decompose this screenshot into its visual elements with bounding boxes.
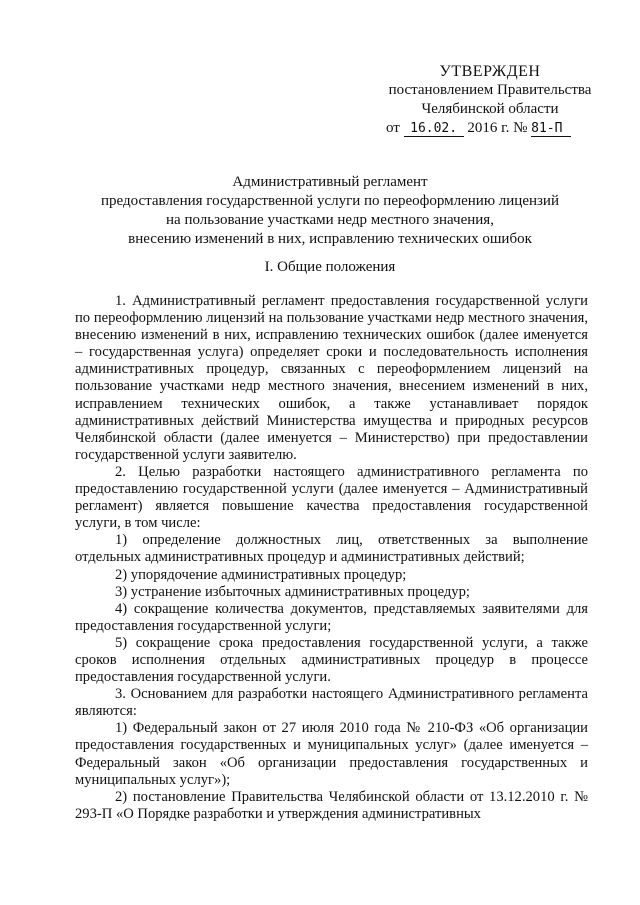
- number-sign: №: [513, 120, 528, 136]
- approval-date-line: [380, 119, 600, 138]
- handwritten-number: 81-П: [531, 122, 571, 137]
- title-line-4: внесению изменений в них, исправлению технических ошибок: [128, 231, 532, 247]
- paragraph: 1. Административный регламент предоставления государственной услуги по переоформлению лицензий на пользование участками недр местного значения, внесению изменений в них, исправлению технических ошибок (далее именуется – государственная услуга) определяет сроки и последовательность исполнения административных процедур, связанных с переоформлением лицензий на пользование участками недр местного значения, внесением изменений в них, исправлением технических ошибок, а также устанавливает порядок административных действий Министерства имущества и природных ресурсов Челябинской области (далее именуется – Министерство) при предоставлении государственной услуги заявителю.: [75, 293, 588, 463]
- title-line-3: на пользование участками недр местного значения,: [166, 212, 494, 228]
- handwritten-date: 16.02.: [404, 122, 464, 137]
- title-line-1: Административный регламент: [232, 174, 428, 190]
- paragraph: 1) определение должностных лиц, ответственных за выполнение отдельных административных процедур и административных действий;: [75, 532, 588, 566]
- paragraph: 2. Целью разработки настоящего административного регламента по предоставлению государственной услуги (далее именуется – Административный регламент) является повышение качества предоставления государственной услуги, в том числе:: [75, 463, 588, 532]
- year-text: 2016 г.: [467, 120, 510, 136]
- paragraph: 2) упорядочение административных процедур;: [115, 566, 407, 583]
- paragraph: 4) сокращение количества документов, представляемых заявителями для предоставления государственной услуги;: [75, 600, 588, 634]
- approval-title: УТВЕРЖДЕН: [439, 63, 541, 80]
- paragraph: 1) Федеральный закон от 27 июля 2010 года № 210-ФЗ «Об организации предоставления государственных и муниципальных услуг» (далее именуется – Федеральный закон «Об организации предоставления государственных и муниципальных услуг»);: [75, 720, 588, 788]
- document-title: [70, 173, 590, 249]
- approval-line-1: постановлением Правительства: [388, 82, 592, 98]
- paragraph: 3) устранение избыточных административных процедур;: [115, 583, 470, 600]
- section-heading: I. Общие положения: [264, 259, 396, 275]
- approval-line-2: Челябинской области: [421, 101, 559, 117]
- paragraph: 3. Основанием для разработки настоящего Административного регламента являются:: [75, 686, 588, 720]
- paragraph: 2) постановление Правительства Челябинской области от 13.12.2010 г. № 293-П «О Порядке разработки и утверждения административных: [75, 788, 588, 822]
- date-prefix: от: [386, 120, 400, 136]
- title-line-2: предоставления государственной услуги по переоформлению лицензий: [101, 193, 559, 209]
- body-text: [75, 293, 588, 823]
- paragraph: 5) сокращение срока предоставления государственной услуги, а также сроков исполнения отдельных административных процедур в процессе предоставления государственной услуги.: [75, 634, 588, 686]
- approval-stamp: [380, 62, 600, 138]
